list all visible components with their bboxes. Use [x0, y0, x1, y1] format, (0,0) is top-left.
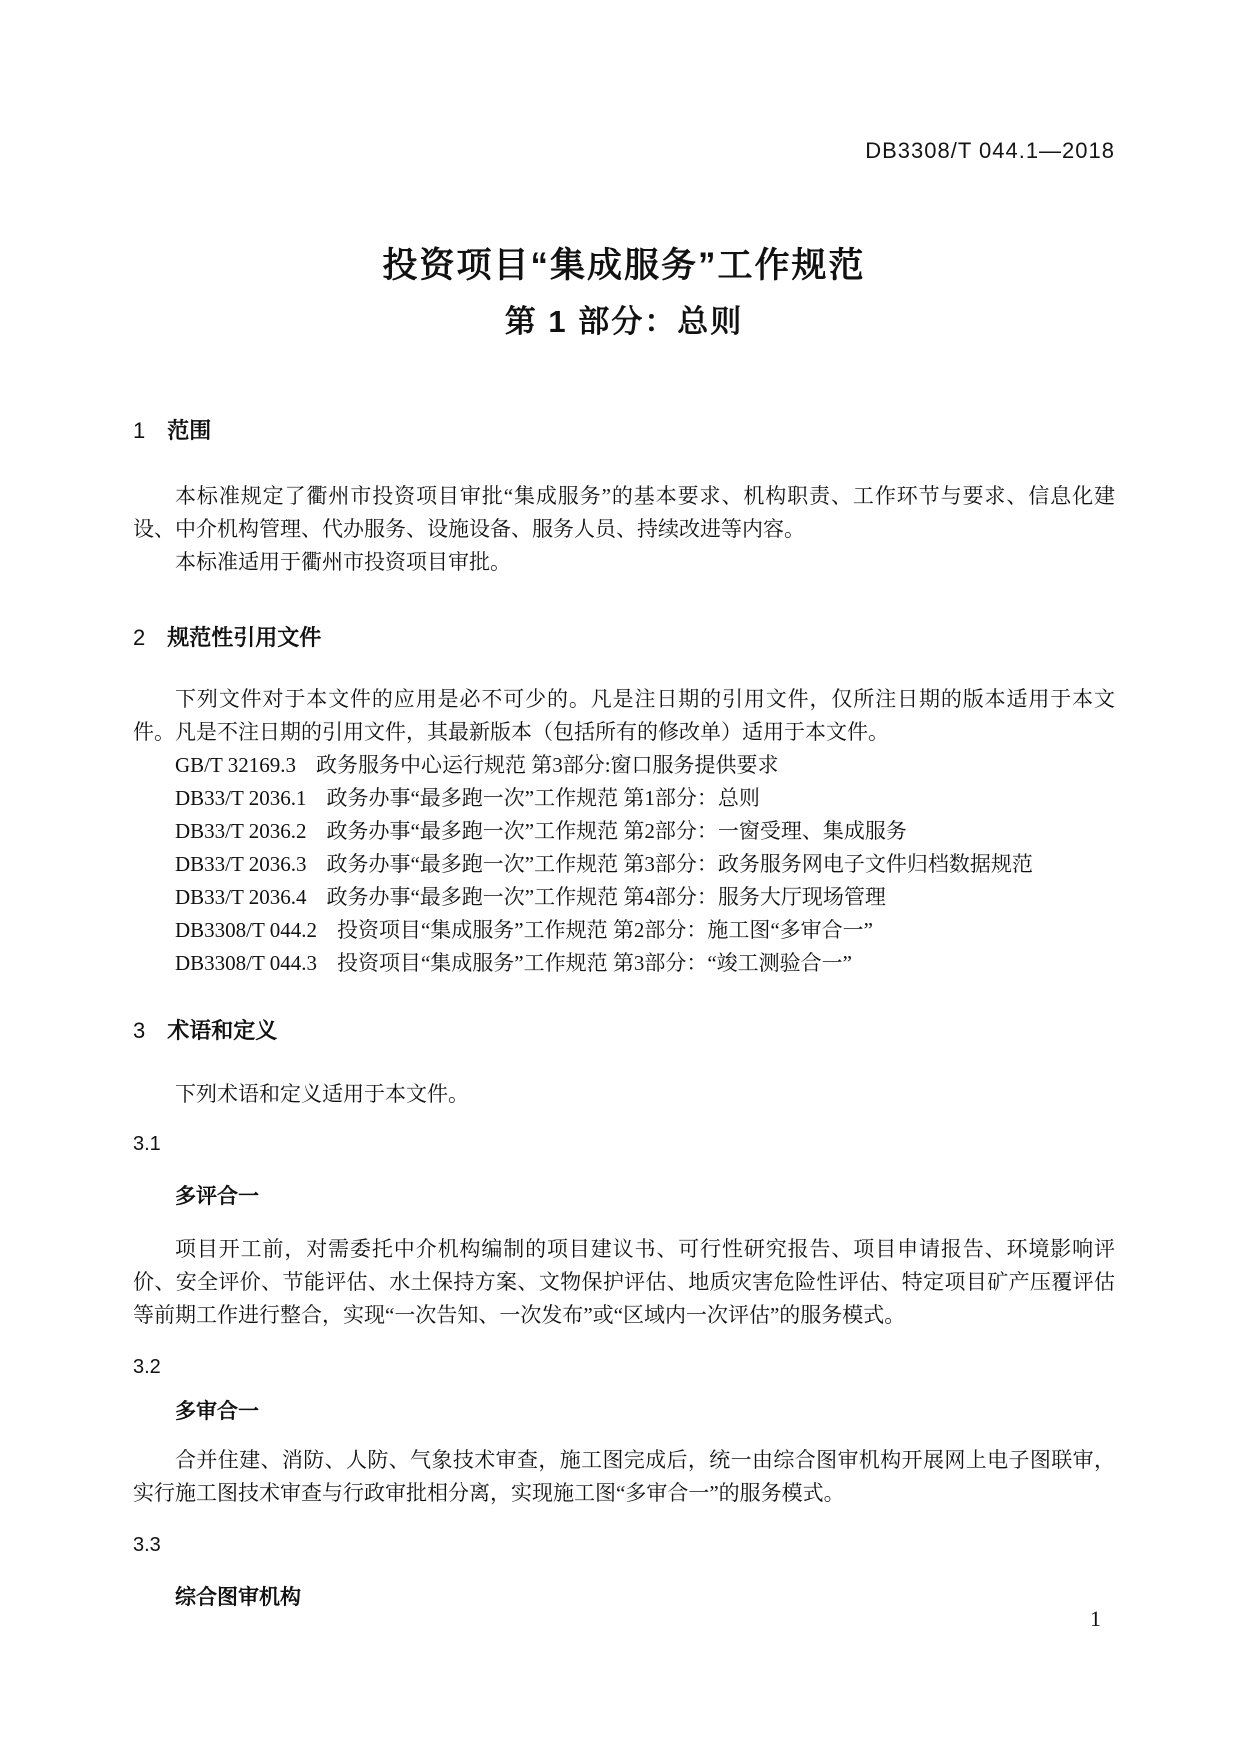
- reference-code: DB3308/T 044.2: [175, 918, 317, 942]
- clause-number: 2: [133, 625, 146, 650]
- clause-heading-references: [133, 623, 1115, 653]
- reference-title: 政务办事“最多跑一次”工作规范 第4部分：服务大厅现场管理: [326, 885, 886, 909]
- term-number-3-1: 3.1: [133, 1133, 161, 1155]
- reference-item: [133, 749, 1115, 782]
- reference-code: DB33/T 2036.3: [175, 852, 307, 876]
- reference-item: [133, 848, 1115, 881]
- reference-code: DB33/T 2036.2: [175, 819, 307, 843]
- document-subtitle: 第 1 部分：总则: [504, 304, 744, 339]
- reference-title: 投资项目“集成服务”工作规范 第3部分：“竣工测验合一”: [336, 951, 852, 975]
- scope-paragraph-1: 本标准规定了衢州市投资项目审批“集成服务”的基本要求、机构职责、工作环节与要求、信息化建设、中介机构管理、代办服务、设施设备、服务人员、持续改进等内容。: [133, 484, 1115, 541]
- clause-title: 术语和定义: [167, 1018, 278, 1043]
- reference-list: [133, 749, 1115, 980]
- term-number-3-3: 3.3: [133, 1534, 161, 1556]
- scope-paragraph-2: 本标准适用于衢州市投资项目审批。: [175, 550, 511, 574]
- page-number: 1: [1090, 1606, 1101, 1631]
- reference-code: DB33/T 2036.1: [175, 786, 307, 810]
- term-definition-3-2: 合并住建、消防、人防、气象技术审查，施工图完成后，统一由综合图审机构开展网上电子图联审，实行施工图技术审查与行政审批相分离，实现施工图“多审合一”的服务模式。: [133, 1448, 1115, 1505]
- term-definition-3-1: 项目开工前，对需委托中介机构编制的项目建议书、可行性研究报告、项目申请报告、环境影响评价、安全评价、节能评估、水土保持方案、文物保护评估、地质灾害危险性评估、特定项目矿产压覆评估等前期工作进行整合，实现“一次告知、一次发布”或“区域内一次评估”的服务模式。: [133, 1237, 1115, 1327]
- reference-item: [133, 782, 1115, 815]
- standard-code: DB3308/T 044.1—2018: [865, 138, 1115, 163]
- reference-code: DB33/T 2036.4: [175, 885, 307, 909]
- clause-heading-scope: [133, 416, 1115, 446]
- reference-item: [133, 947, 1115, 980]
- term-name-3-2: 多审合一: [175, 1400, 259, 1423]
- reference-code: DB3308/T 044.3: [175, 951, 317, 975]
- term-number-3-2: 3.2: [133, 1356, 161, 1378]
- reference-title: 政务办事“最多跑一次”工作规范 第1部分：总则: [326, 786, 760, 810]
- document-title: 投资项目“集成服务”工作规范: [382, 246, 866, 285]
- clause-heading-terms: [133, 1016, 1115, 1046]
- clause-title: 范围: [167, 418, 212, 443]
- term-name-3-3: 综合图审机构: [175, 1586, 301, 1609]
- clause-title: 规范性引用文件: [167, 625, 322, 650]
- reference-code: GB/T 32169.3: [175, 753, 296, 777]
- terms-intro: 下列术语和定义适用于本文件。: [175, 1082, 469, 1106]
- reference-title: 政务办事“最多跑一次”工作规范 第2部分：一窗受理、集成服务: [326, 819, 907, 843]
- reference-item: [133, 881, 1115, 914]
- reference-title: 政务办事“最多跑一次”工作规范 第3部分：政务服务网电子文件归档数据规范: [326, 852, 1033, 876]
- references-intro: 下列文件对于本文件的应用是必不可少的。凡是注日期的引用文件，仅所注日期的版本适用于本文件。凡是不注日期的引用文件，其最新版本（包括所有的修改单）适用于本文件。: [133, 687, 1115, 744]
- reference-title: 投资项目“集成服务”工作规范 第2部分：施工图“多审合一”: [336, 918, 873, 942]
- clause-number: 3: [133, 1018, 146, 1043]
- reference-title: 政务服务中心运行规范 第3部分:窗口服务提供要求: [315, 753, 779, 777]
- reference-item: [133, 815, 1115, 848]
- term-name-3-1: 多评合一: [175, 1185, 259, 1208]
- reference-item: [133, 914, 1115, 947]
- clause-number: 1: [133, 418, 146, 443]
